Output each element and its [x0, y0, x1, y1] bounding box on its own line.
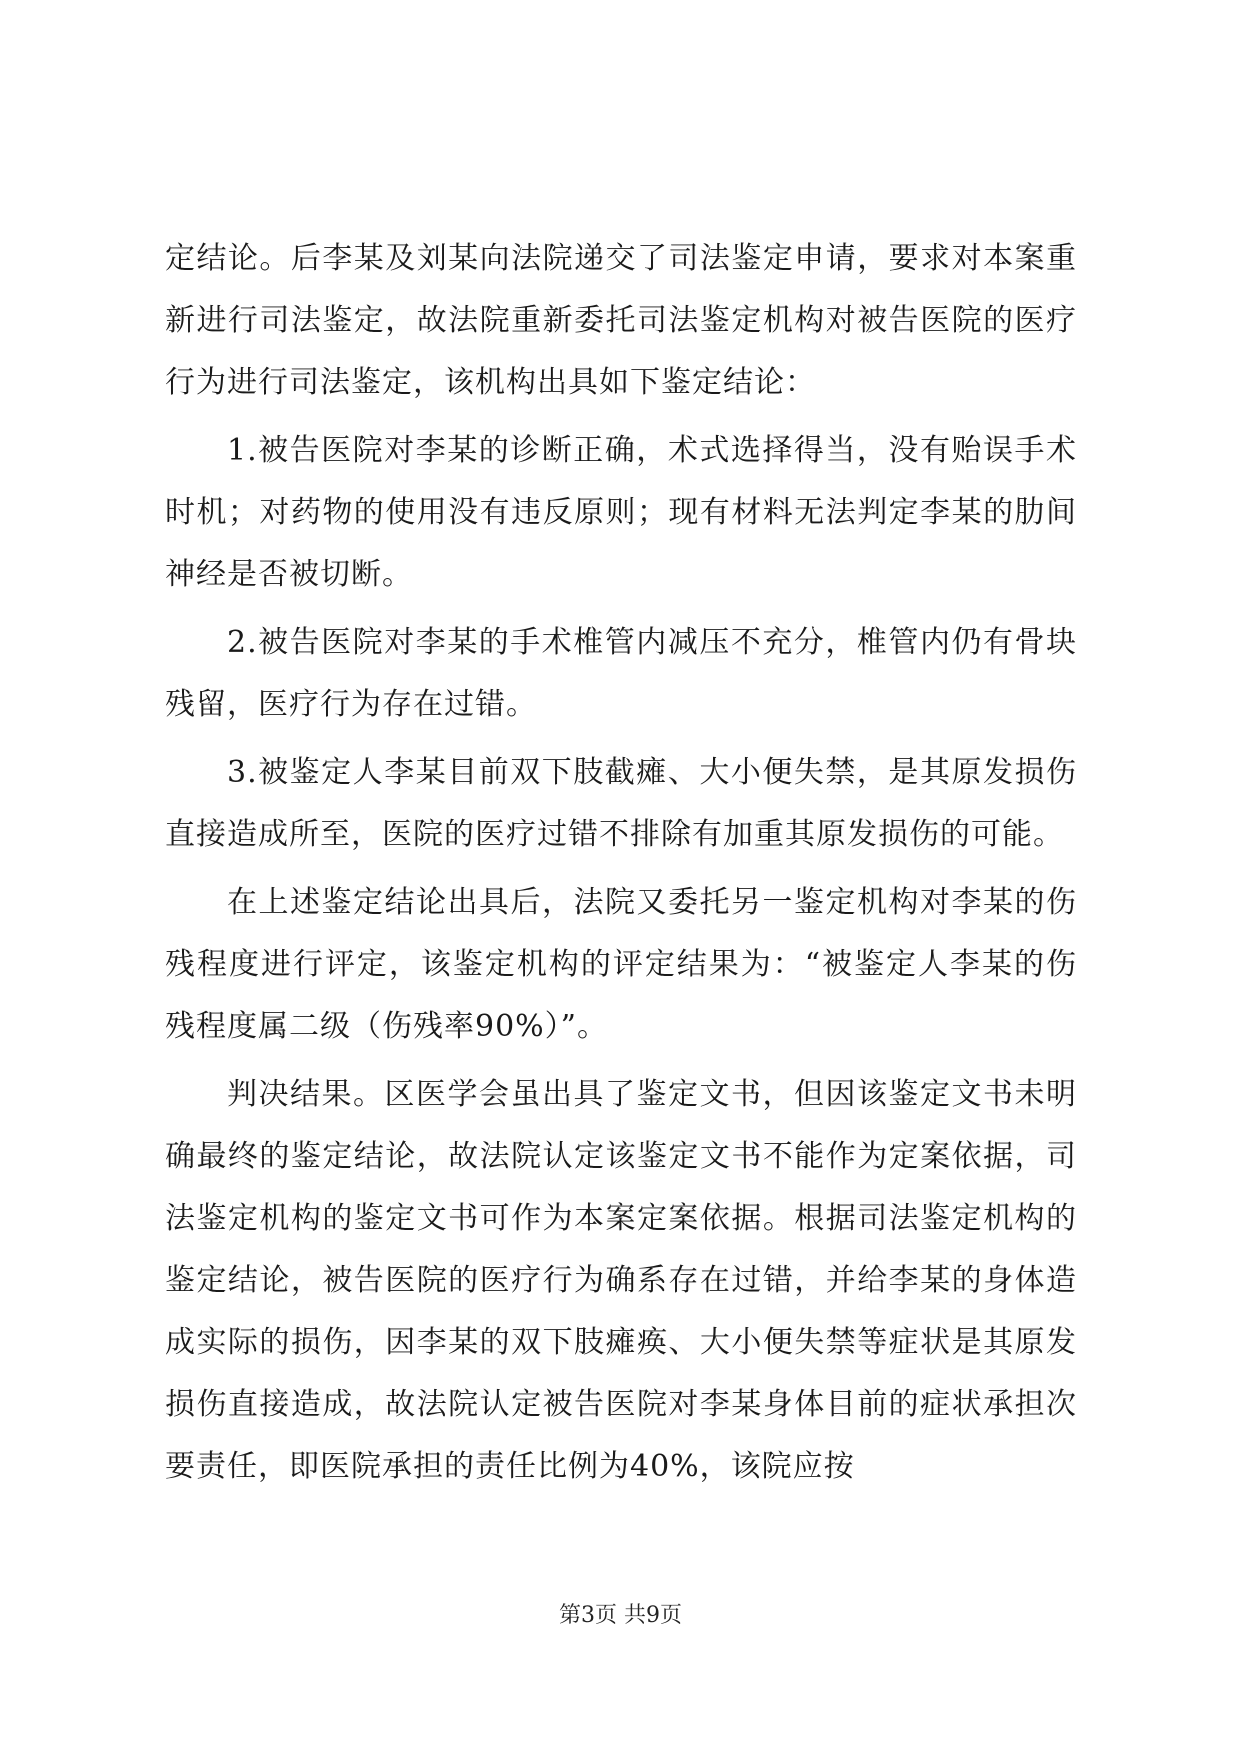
paragraph-conclusion-2: 2.被告医院对李某的手术椎管内减压不充分，椎管内仍有骨块残留，医疗行为存在过错。 [165, 625, 1077, 722]
document-body [165, 228, 1077, 1498]
paragraph-continuation: 定结论。后李某及刘某向法院递交了司法鉴定申请，要求对本案重新进行司法鉴定，故法院重新委托司法鉴定机构对被告医院的医疗行为进行司法鉴定，该机构出具如下鉴定结论： [165, 241, 1077, 400]
paragraph-disability-assessment: 在上述鉴定结论出具后，法院又委托另一鉴定机构对李某的伤残程度进行评定，该鉴定机构的评定结果为：“被鉴定人李某的伤残程度属二级（伤残率90%）”。 [165, 885, 1077, 1044]
page-footer: 第3页 共9页 [559, 1603, 682, 1628]
paragraph-conclusion-3: 3.被鉴定人李某目前双下肢截瘫、大小便失禁，是其原发损伤直接造成所至，医院的医疗过错不排除有加重其原发损伤的可能。 [165, 755, 1077, 852]
paragraph-judgment-result: 判决结果。区医学会虽出具了鉴定文书，但因该鉴定文书未明确最终的鉴定结论，故法院认定该鉴定文书不能作为定案依据，司法鉴定机构的鉴定文书可作为本案定案依据。根据司法鉴定机构的鉴定结论，被告医院的医疗行为确系存在过错，并给李某的身体造成实际的损伤，因李某的双下肢瘫痪、大小便失禁等症状是其原发损伤直接造成，故法院认定被告医院对李某身体目前的症状承担次要责任，即医院承担的责任比例为40%，该院应按 [165, 1077, 1077, 1484]
paragraph-conclusion-1: 1.被告医院对李某的诊断正确，术式选择得当，没有贻误手术时机；对药物的使用没有违反原则；现有材料无法判定李某的肋间神经是否被切断。 [165, 433, 1077, 592]
